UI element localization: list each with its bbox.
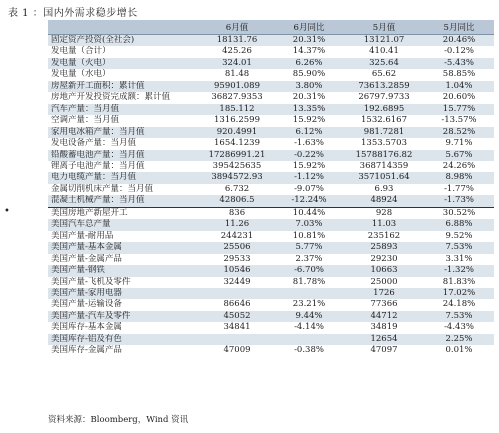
table-row bbox=[48, 58, 494, 69]
table-row bbox=[48, 231, 494, 242]
row-label: 铅酸蓄电池产量：当月值 bbox=[48, 150, 200, 161]
row-value: 15.92% bbox=[274, 161, 344, 172]
row-value: 1726 bbox=[344, 288, 424, 299]
bullet-mark: • bbox=[4, 206, 10, 217]
row-value: 85.90% bbox=[274, 69, 344, 80]
row-value: 29230 bbox=[344, 254, 424, 265]
table-row bbox=[48, 242, 494, 253]
row-label: 混凝土机械产量：当月值 bbox=[48, 195, 200, 207]
row-value: -9.07% bbox=[274, 184, 344, 195]
row-value: -1.63% bbox=[274, 138, 344, 149]
row-value: 73613.2859 bbox=[344, 81, 424, 92]
row-value: 28.52% bbox=[424, 127, 494, 138]
row-value: 20.31% bbox=[274, 35, 344, 47]
table-row bbox=[48, 115, 494, 126]
row-value bbox=[200, 288, 274, 299]
row-value: 18131.76 bbox=[200, 35, 274, 47]
row-value: 24.26% bbox=[424, 161, 494, 172]
row-value: 20.31% bbox=[274, 92, 344, 103]
row-label: 美国产量-家用电器 bbox=[48, 288, 200, 299]
row-value: 244231 bbox=[200, 231, 274, 242]
row-value: 13.35% bbox=[274, 104, 344, 115]
demand-table bbox=[48, 20, 494, 357]
row-value: 7.53% bbox=[424, 242, 494, 253]
row-value: 0.01% bbox=[424, 345, 494, 356]
row-value: 7.53% bbox=[424, 311, 494, 322]
row-value: 1654.1239 bbox=[200, 138, 274, 149]
row-value: 2.37% bbox=[274, 254, 344, 265]
table-row bbox=[48, 138, 494, 149]
row-value: 185.112 bbox=[200, 104, 274, 115]
row-label: 发电设备产量：当月值 bbox=[48, 138, 200, 149]
table-row bbox=[48, 161, 494, 172]
row-value: 20.46% bbox=[424, 35, 494, 47]
row-label: 美国产量-钢铁 bbox=[48, 265, 200, 276]
table-row bbox=[48, 46, 494, 57]
row-value: 368714359 bbox=[344, 161, 424, 172]
row-value: 7.03% bbox=[274, 219, 344, 230]
row-label: 锂离子电池产量：当月值 bbox=[48, 161, 200, 172]
row-value: 410.41 bbox=[344, 46, 424, 57]
row-value: 24.18% bbox=[424, 299, 494, 310]
row-value: 81.48 bbox=[200, 69, 274, 80]
row-value: 1353.5703 bbox=[344, 138, 424, 149]
table-row bbox=[48, 81, 494, 92]
row-value: 81.83% bbox=[424, 277, 494, 288]
header-cell-name bbox=[48, 20, 200, 35]
row-label: 房地产开发投资完成额：累计值 bbox=[48, 92, 200, 103]
table-row bbox=[48, 322, 494, 333]
row-value: 17286991.21 bbox=[200, 150, 274, 161]
row-value: 17.02% bbox=[424, 288, 494, 299]
row-value: 1.04% bbox=[424, 81, 494, 92]
row-value: 981.7281 bbox=[344, 127, 424, 138]
row-value: 10.44% bbox=[274, 207, 344, 219]
row-label: 美国产量-耐用品 bbox=[48, 231, 200, 242]
table-body bbox=[48, 35, 494, 357]
row-label: 电力电缆产量：当月值 bbox=[48, 172, 200, 183]
row-value: 47097 bbox=[344, 345, 424, 356]
table-row bbox=[48, 219, 494, 230]
row-value: 65.62 bbox=[344, 69, 424, 80]
row-value: -0.12% bbox=[424, 46, 494, 57]
table-row bbox=[48, 311, 494, 322]
row-value: -4.14% bbox=[274, 322, 344, 333]
row-value: 5.77% bbox=[274, 242, 344, 253]
row-label: 美国汽车总产量 bbox=[48, 219, 200, 230]
row-value: 192.6895 bbox=[344, 104, 424, 115]
row-value: 81.78% bbox=[274, 277, 344, 288]
table-row bbox=[48, 345, 494, 356]
row-value: -0.22% bbox=[274, 150, 344, 161]
row-value: -12.24% bbox=[274, 195, 344, 207]
table-row bbox=[48, 265, 494, 276]
row-value: 45052 bbox=[200, 311, 274, 322]
row-label: 美国产量-汽车及零件 bbox=[48, 311, 200, 322]
row-value: 10546 bbox=[200, 265, 274, 276]
table-row bbox=[48, 207, 494, 219]
row-label: 家用电冰箱产量：当月值 bbox=[48, 127, 200, 138]
row-label: 美国产量-运输设备 bbox=[48, 299, 200, 310]
row-value: 395425635 bbox=[200, 161, 274, 172]
table-row bbox=[48, 184, 494, 195]
row-value: 32449 bbox=[200, 277, 274, 288]
table-row bbox=[48, 195, 494, 207]
row-value: 235162 bbox=[344, 231, 424, 242]
row-value: 95901.089 bbox=[200, 81, 274, 92]
row-label: 美国产量-飞机及零件 bbox=[48, 277, 200, 288]
row-value: -1.73% bbox=[424, 195, 494, 207]
row-value: 10.81% bbox=[274, 231, 344, 242]
row-value: 23.21% bbox=[274, 299, 344, 310]
row-value: 12654 bbox=[344, 334, 424, 345]
table-row bbox=[48, 277, 494, 288]
table-row bbox=[48, 254, 494, 265]
table-row bbox=[48, 92, 494, 103]
table-title: 表 1 ：国内外需求稳步增长 bbox=[8, 8, 138, 19]
row-value: 26797.9733 bbox=[344, 92, 424, 103]
row-label: 发电量（水电） bbox=[48, 69, 200, 80]
row-label: 美国库存-金属产品 bbox=[48, 345, 200, 356]
row-label: 汽车产量：当月值 bbox=[48, 104, 200, 115]
row-value: 58.85% bbox=[424, 69, 494, 80]
row-value: -1.12% bbox=[274, 172, 344, 183]
header-row bbox=[48, 20, 494, 35]
row-value: 25893 bbox=[344, 242, 424, 253]
row-label: 美国房地产新屋开工 bbox=[48, 207, 200, 219]
row-value: 2.25% bbox=[424, 334, 494, 345]
row-value: -4.43% bbox=[424, 322, 494, 333]
header-cell-jun-value: 6月值 bbox=[200, 20, 274, 35]
row-value: 29533 bbox=[200, 254, 274, 265]
row-label: 美国库存-铝及有色 bbox=[48, 334, 200, 345]
row-value: 8.98% bbox=[424, 172, 494, 183]
header-cell-may-yoy: 5月同比 bbox=[424, 20, 494, 35]
header-cell-may-value: 5月值 bbox=[344, 20, 424, 35]
row-value: -6.70% bbox=[274, 265, 344, 276]
row-value: 13121.07 bbox=[344, 35, 424, 47]
row-value: 15.92% bbox=[274, 115, 344, 126]
row-value: 34819 bbox=[344, 322, 424, 333]
row-value: 15.77% bbox=[424, 104, 494, 115]
row-value: -0.38% bbox=[274, 345, 344, 356]
row-value: 86646 bbox=[200, 299, 274, 310]
row-value bbox=[200, 334, 274, 345]
row-value: 1532.6167 bbox=[344, 115, 424, 126]
row-value: 920.4991 bbox=[200, 127, 274, 138]
table-row bbox=[48, 299, 494, 310]
row-label: 发电量（合计） bbox=[48, 46, 200, 57]
row-label: 美国库存-基本金属 bbox=[48, 322, 200, 333]
row-value: 325.64 bbox=[344, 58, 424, 69]
row-label: 金属切削机床产量：当月值 bbox=[48, 184, 200, 195]
row-value: 6.93 bbox=[344, 184, 424, 195]
row-value: 425.26 bbox=[200, 46, 274, 57]
row-value: 3.80% bbox=[274, 81, 344, 92]
row-value: 836 bbox=[200, 207, 274, 219]
row-value: 10663 bbox=[344, 265, 424, 276]
table-row bbox=[48, 334, 494, 345]
row-value: 25000 bbox=[344, 277, 424, 288]
row-value bbox=[274, 288, 344, 299]
row-value: 6.12% bbox=[274, 127, 344, 138]
table-row bbox=[48, 104, 494, 115]
row-value: 36827.9353 bbox=[200, 92, 274, 103]
row-label: 美国产量-金属产品 bbox=[48, 254, 200, 265]
table-row bbox=[48, 150, 494, 161]
row-value: 77366 bbox=[344, 299, 424, 310]
row-value: 6.88% bbox=[424, 219, 494, 230]
row-value: 11.03 bbox=[344, 219, 424, 230]
row-value: 9.52% bbox=[424, 231, 494, 242]
row-value: -13.57% bbox=[424, 115, 494, 126]
row-label: 房屋新开工面积：累计值 bbox=[48, 81, 200, 92]
row-value: 48924 bbox=[344, 195, 424, 207]
row-value: 34841 bbox=[200, 322, 274, 333]
row-value: 5.67% bbox=[424, 150, 494, 161]
row-value: 9.44% bbox=[274, 311, 344, 322]
row-value: -1.77% bbox=[424, 184, 494, 195]
row-value: 30.52% bbox=[424, 207, 494, 219]
row-value: 3894572.93 bbox=[200, 172, 274, 183]
table-row bbox=[48, 288, 494, 299]
table-row bbox=[48, 172, 494, 183]
row-label: 空调产量：当月值 bbox=[48, 115, 200, 126]
row-value: 25506 bbox=[200, 242, 274, 253]
row-value: 928 bbox=[344, 207, 424, 219]
table-row bbox=[48, 127, 494, 138]
row-value: 9.71% bbox=[424, 138, 494, 149]
source-note: 资料来源：Bloomberg，Wind 资讯 bbox=[48, 415, 189, 425]
table-row bbox=[48, 35, 494, 47]
row-value: 3.31% bbox=[424, 254, 494, 265]
row-value: -5.43% bbox=[424, 58, 494, 69]
row-value: 3571051.64 bbox=[344, 172, 424, 183]
row-value: 15788176.82 bbox=[344, 150, 424, 161]
row-value: 44712 bbox=[344, 311, 424, 322]
header-cell-jun-yoy: 6月同比 bbox=[274, 20, 344, 35]
row-value: -1.32% bbox=[424, 265, 494, 276]
row-value: 324.01 bbox=[200, 58, 274, 69]
row-value: 6.26% bbox=[274, 58, 344, 69]
table-row bbox=[48, 69, 494, 80]
row-value: 6.732 bbox=[200, 184, 274, 195]
row-label: 美国产量-基本金属 bbox=[48, 242, 200, 253]
row-label: 发电量（火电） bbox=[48, 58, 200, 69]
row-value: 42806.5 bbox=[200, 195, 274, 207]
row-value: 14.37% bbox=[274, 46, 344, 57]
row-value: 20.60% bbox=[424, 92, 494, 103]
row-value: 47009 bbox=[200, 345, 274, 356]
row-value bbox=[274, 334, 344, 345]
row-label: 固定资产投资(全社会) bbox=[48, 35, 200, 47]
row-value: 1316.2599 bbox=[200, 115, 274, 126]
row-value: 11.26 bbox=[200, 219, 274, 230]
